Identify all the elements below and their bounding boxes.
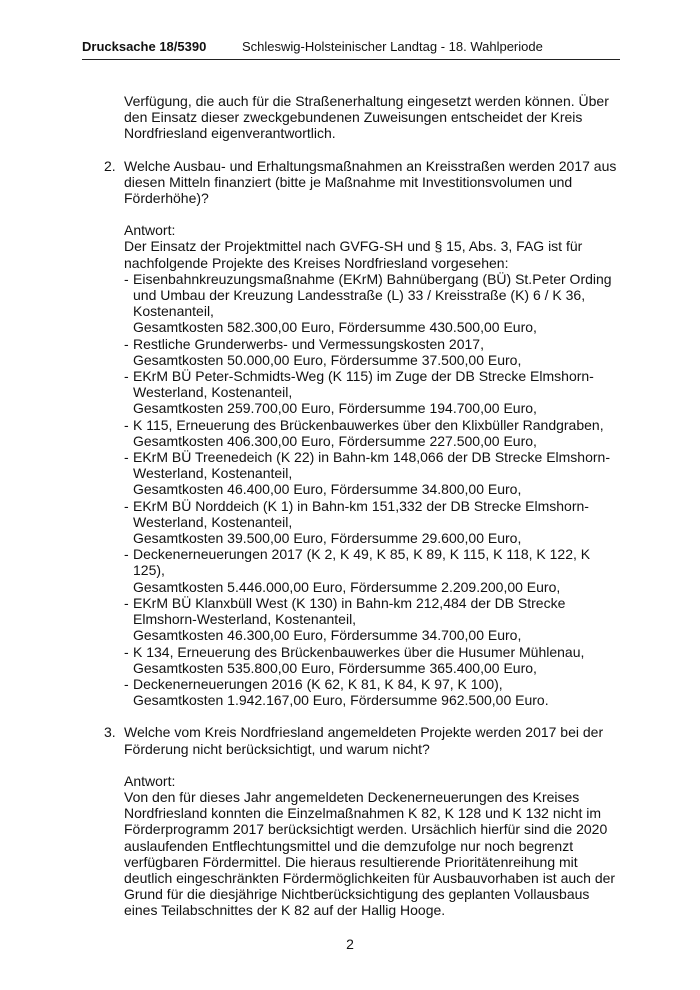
header-divider (82, 59, 620, 60)
intro-paragraph: Verfügung, die auch für die Straßenerhaltung eingesetzt werden können. Über den Einsatz dieser zweckgebundenen Zuweisungen entscheidet der Kreis Nordfriesland eigenverantwortlich. (124, 93, 609, 142)
page-header (82, 39, 620, 59)
project-description: EKrM BÜ Treenedeich (K 22) in Bahn-km 148,066 der DB Strecke Elmshorn-Westerland, Kostenanteil, (133, 449, 610, 482)
question-3-text: Welche vom Kreis Nordfriesland angemeldeten Projekte werden 2017 bei der Förderung nicht berücksichtigt, und warum nicht? (124, 724, 604, 757)
project-description: EKrM BÜ Peter-Schmidts-Weg (K 115) im Zuge der DB Strecke Elmshorn-Westerland, Kostenanteil, (133, 368, 594, 401)
question-2-number: 2. (104, 157, 116, 174)
question-2-text: Welche Ausbau- und Erhaltungsmaßnahmen an Kreisstraßen werden 2017 aus diesen Mitteln finanziert (bitte je Maßnahme mit Investitionsvolumen und Förderhöhe)? (124, 157, 617, 207)
question-3 (104, 724, 624, 756)
project-cost: Gesamtkosten 50.000,00 Euro, Fördersumme 37.500,00 Euro, (133, 351, 522, 368)
project-description: K 115, Erneuerung des Brückenbauwerkes über den Klixbüller Randgraben, (133, 416, 604, 433)
project-cost: Gesamtkosten 406.300,00 Euro, Fördersumme 227.500,00 Euro, (133, 432, 537, 449)
project-description: Deckenerneuerungen 2017 (K 2, K 49, K 85, K 89, K 115, K 118, K 122, K 125), (133, 546, 591, 579)
project-description: EKrM BÜ Klanxbüll West (K 130) in Bahn-km 212,484 der DB Strecke Elmshorn-Westerland, Kostenanteil, (133, 594, 566, 628)
question-3-number: 3. (104, 724, 116, 741)
question-2 (104, 158, 624, 207)
project-item: - EKrM BÜ Treenedeich (K 22) in Bahn-km 148,066 der DB Strecke Elmshorn-Westerland, Kostenanteil, Gesamtkosten 46.400,00 Euro, Fördersumme 34.800,00 Euro, (124, 449, 624, 498)
project-cost: Gesamtkosten 39.500,00 Euro, Fördersumme 29.600,00 Euro, (133, 530, 522, 547)
project-cost: Gesamtkosten 46.400,00 Euro, Fördersumme 34.800,00 Euro, (133, 481, 522, 498)
answer-2-intro: Der Einsatz der Projektmittel nach GVFG-SH und § 15, Abs. 3, FAG ist für nachfolgende Projekte des Kreises Nordfriesland vorgesehen: (124, 238, 583, 271)
parliament-title: Schleswig-Holsteinischer Landtag - 18. Wahlperiode (242, 39, 543, 54)
project-item: - Deckenerneuerungen 2017 (K 2, K 49, K 85, K 89, K 115, K 118, K 122, K 125), Gesamtkosten 5.446.000,00 Euro, Fördersumme 2.209.200,00 Euro, (124, 546, 624, 595)
project-cost: Gesamtkosten 1.942.167,00 Euro, Fördersumme 962.500,00 Euro. (133, 692, 549, 709)
project-item: - K 134, Erneuerung des Brückenbauwerkes über die Husumer Mühlenau, Gesamtkosten 535.800,00 Euro, Fördersumme 365.400,00 Euro, (124, 644, 624, 676)
project-cost: Gesamtkosten 46.300,00 Euro, Fördersumme 34.700,00 Euro, (133, 627, 522, 644)
project-cost: Gesamtkosten 535.800,00 Euro, Fördersumme 365.400,00 Euro, (133, 659, 537, 676)
project-description: Restliche Grunderwerbs- und Vermessungskosten 2017, (133, 335, 484, 352)
project-description: EKrM BÜ Norddeich (K 1) in Bahn-km 151,332 der DB Strecke Elmshorn-Westerland, Kostenanteil, (133, 497, 589, 530)
project-item: - EKrM BÜ Peter-Schmidts-Weg (K 115) im Zuge der DB Strecke Elmshorn-Westerland, Kostenanteil, Gesamtkosten 259.700,00 Euro, Fördersumme 194.700,00 Euro, (124, 368, 624, 417)
project-list (104, 271, 624, 708)
project-item: - EKrM BÜ Klanxbüll West (K 130) in Bahn-km 212,484 der DB Strecke Elmshorn-Westerland, Kostenanteil, Gesamtkosten 46.300,00 Euro, Fördersumme 34.700,00 Euro, (124, 595, 624, 644)
project-item: - Restliche Grunderwerbs- und Vermessungskosten 2017, Gesamtkosten 50.000,00 Euro, Fördersumme 37.500,00 Euro, (124, 336, 624, 368)
project-description: K 134, Erneuerung des Brückenbauwerkes über die Husumer Mühlenau, (133, 643, 585, 660)
answer-3-label: Antwort: (124, 772, 176, 789)
project-item: - Deckenerneuerungen 2016 (K 62, K 81, K 84, K 97, K 100), Gesamtkosten 1.942.167,00 Euro, Fördersumme 962.500,00 Euro. (124, 676, 624, 708)
project-cost: Gesamtkosten 582.300,00 Euro, Fördersumme 430.500,00 Euro, (133, 319, 537, 336)
project-description: Deckenerneuerungen 2016 (K 62, K 81, K 84, K 97, K 100), (133, 675, 503, 692)
document-number: Drucksache 18/5390 (82, 39, 207, 54)
answer-2-label: Antwort: (124, 222, 176, 239)
project-cost: Gesamtkosten 259.700,00 Euro, Fördersumme 194.700,00 Euro, (133, 400, 537, 417)
document-body (104, 93, 624, 919)
page-number: 2 (346, 936, 354, 952)
project-item: - K 115, Erneuerung des Brückenbauwerkes über den Klixbüller Randgraben, Gesamtkosten 406.300,00 Euro, Fördersumme 227.500,00 Euro, (124, 417, 624, 449)
project-item: - EKrM BÜ Norddeich (K 1) in Bahn-km 151,332 der DB Strecke Elmshorn-Westerland, Kostenanteil, Gesamtkosten 39.500,00 Euro, Fördersumme 29.600,00 Euro, (124, 498, 624, 547)
project-item: - Eisenbahnkreuzungsmaßnahme (EKrM) Bahnübergang (BÜ) St.Peter Ording und Umbau der Kreuzung Landesstraße (L) 33 / Kreisstraße (K) 6 / K 36, Kostenanteil, Gesamtkosten 582.300,00 Euro, Fördersumme 430.500,00 Euro, (124, 271, 624, 336)
answer-3-text: Von den für dieses Jahr angemeldeten Deckenerneuerungen des Kreises Nordfriesland konnten die Einzelmaßnahmen K 82, K 128 und K 132 nicht im Förderprogramm 2017 berücksichtigt werden. Ursächlich hierfür sind die 2020 auslaufenden Entflechtungsmittel und die demzufolge nur noch begrenzt verfügbaren Fördermittel. Die hieraus resultierende Prioritätenreihung mit deutlich eingeschränkten Fördermöglichkeiten für Ausbauvorhaben ist auch der Grund für die diesjährige Nichtberücksichtigung des geplanten Vollausbaus eines Teilabschnittes der K 82 auf der Hallig Hooge. (124, 788, 616, 919)
project-description: Eisenbahnkreuzungsmaßnahme (EKrM) Bahnübergang (BÜ) St.Peter Ording und Umbau der Kreuzung Landesstraße (L) 33 / Kreisstraße (K) 6 / K 36, Kostenanteil, (133, 270, 612, 320)
project-cost: Gesamtkosten 5.446.000,00 Euro, Fördersumme 2.209.200,00 Euro, (133, 578, 561, 595)
